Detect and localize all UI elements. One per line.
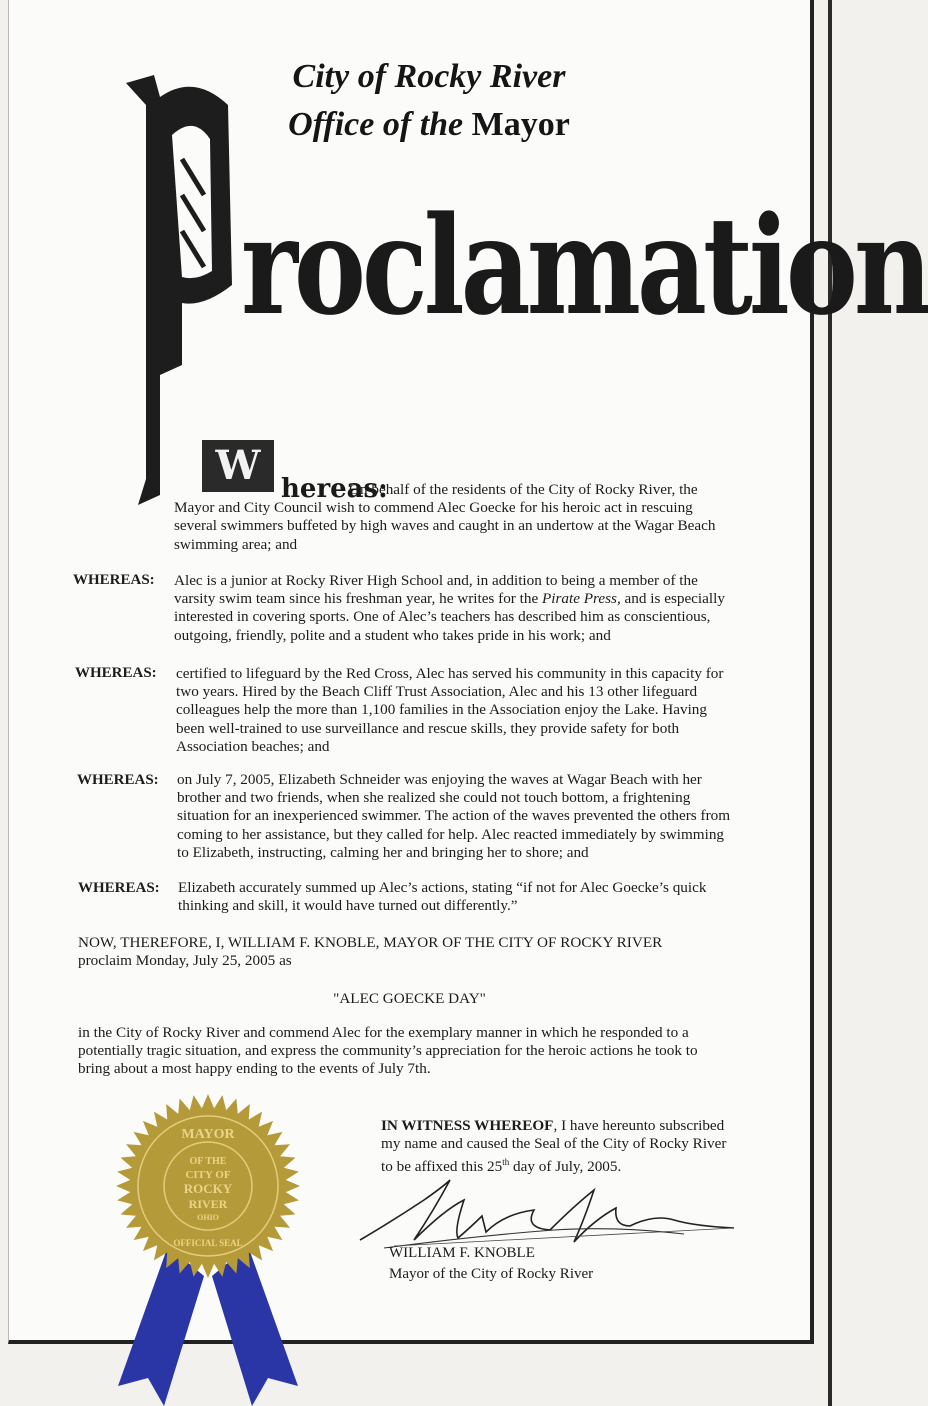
seal-line-5: OHIO xyxy=(197,1213,219,1222)
signer-title: Mayor of the City of Rocky River xyxy=(389,1266,594,1282)
whereas-decorative-word: hereas: xyxy=(281,474,388,504)
header-office-upright: Mayor xyxy=(471,106,570,143)
whereas-first-body: On behalf of the residents of the City of Rocky River, the Mayor and City Council wish to commend Alec Goecke for his heroic act in rescuing several swimmers buffeted by high waves and caught in an undertow at the Wagar Beach swimming area; and xyxy=(174,481,716,553)
seal-ring-bottom: OFFICIAL SEAL xyxy=(173,1238,243,1248)
whereas-text-1-a: Alec is a junior at Rocky River High School and, in addition to being a member of the varsity swim team since his freshman year, he writes for the xyxy=(174,572,698,608)
witness-sup: th xyxy=(502,1157,510,1168)
whereas-label-3: WHEREAS: xyxy=(77,772,159,788)
seal-ribbon-right xyxy=(212,1246,298,1406)
proclamation-title: roclamation xyxy=(241,188,928,346)
seal-ribbon-left xyxy=(118,1246,204,1406)
whereas-text-1 xyxy=(174,572,736,645)
svg-text:P: P xyxy=(164,425,165,426)
seal-line-2: CITY OF xyxy=(185,1169,231,1181)
seal-line-3: ROCKY xyxy=(183,1181,233,1196)
commend-text: in the City of Rocky River and commend Alec for the exemplary manner in which he responded to a potentially tragic situation, and express the community’s appreciation for the heroic actions he took to bring about a most happy ending to the events of July 7th. xyxy=(78,1024,698,1078)
header-office-italic: Office of the xyxy=(288,106,464,143)
header-city xyxy=(174,58,684,96)
gold-seal xyxy=(108,1086,308,1406)
seal-line-4: RIVER xyxy=(188,1197,228,1211)
whereas-text-4: Elizabeth accurately summed up Alec’s actions, stating “if not for Alec Goecke’s quick thinking and skill, it would have turned out differently.” xyxy=(178,879,707,915)
witness-bold: IN WITNESS WHEREOF xyxy=(381,1117,554,1134)
whereas-label-2: WHEREAS: xyxy=(75,665,157,681)
whereas-label-4: WHEREAS: xyxy=(78,880,160,896)
whereas-label-1: WHEREAS: xyxy=(73,572,155,588)
witness-text xyxy=(381,1117,741,1177)
day-name: "ALEC GOECKE DAY" xyxy=(333,990,486,1007)
whereas-text-2: certified to lifeguard by the Red Cross, Alec has served his community in this capacity for two years. Hired by the Beach Cliff Trust Association, Alec and his 13 other lifeguard colleagues help the more than 1,100 families in the Association enjoy the Lake. Having been well-trained to use surveillance and rescue skills, they provide safety for both Association beaches; and xyxy=(176,665,724,755)
seal-line-1: OF THE xyxy=(189,1156,227,1167)
whereas-text-1-b: and is especially interested in covering sports. One of Alec’s teachers has described him as conscientious, outgoing, friendly, polite and a student who takes pride in his work; and xyxy=(174,590,725,644)
header-office xyxy=(174,106,684,144)
therefore-text: NOW, THEREFORE, I, WILLIAM F. KNOBLE, MAYOR OF THE CITY OF ROCKY RIVER proclaim Monday, July 25, 2005 as xyxy=(78,934,663,970)
signer-name: WILLIAM F. KNOBLE xyxy=(389,1245,535,1261)
whereas-text-3: on July 7, 2005, Elizabeth Schneider was enjoying the waves at Wagar Beach with her brother and two friends, when she realized she could not touch bottom, a frightening situation for an inexperienced swimmer. The action of the waves prevented the others from coming to her assistance, but they called for help. Alec reacted immediately by swimming to Elizabeth, instructing, calming her and bringing her to shore; and xyxy=(177,771,731,861)
seal-ring-top: MAYOR xyxy=(181,1127,235,1142)
whereas-first-text xyxy=(174,481,734,554)
witness-text-b: day of July, 2005. xyxy=(509,1158,622,1176)
witness-text-a: , I have hereunto subscribed my name and caused the Seal of the City of Rocky River to be affixed this 25 xyxy=(381,1117,727,1176)
whereas-initial: W xyxy=(215,442,261,489)
whereas-text-1-italic: Pirate Press, xyxy=(542,590,621,608)
header-city-text: City of Rocky River xyxy=(292,58,566,95)
